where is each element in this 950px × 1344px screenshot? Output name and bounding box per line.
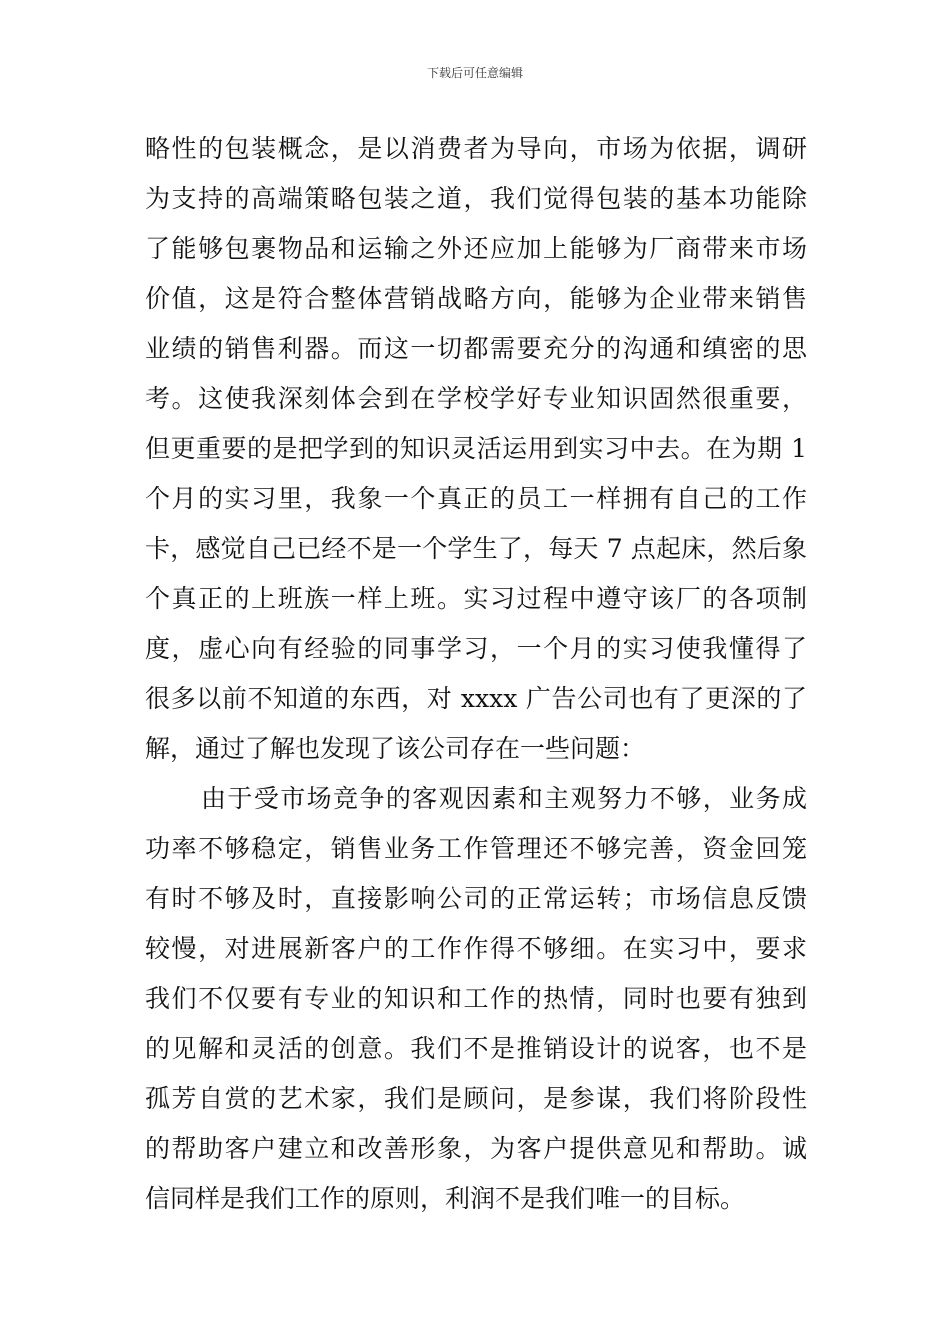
text-line: 我们不仅要有专业的知识和工作的热情，同时也要有独到 (145, 984, 807, 1013)
paragraph-2 (145, 774, 807, 1224)
document-body (145, 124, 807, 1224)
text-line: 功率不够稳定，销售业务工作管理还不够完善，资金回笼 (145, 834, 807, 863)
text-line: 度，虚心向有经验的同事学习，一个月的实习使我懂得了 (145, 634, 807, 663)
text-line: 的帮助客户建立和改善形象，为客户提供意见和帮助。诚 (145, 1134, 807, 1163)
text-line: 个月的实习里，我象一个真正的员工一样拥有自己的工作 (145, 484, 807, 513)
text-line: 考。这使我深刻体会到在学校学好专业知识固然很重要， (145, 384, 807, 413)
text-line: 孤芳自赏的艺术家，我们是顾问，是参谋，我们将阶段性 (145, 1084, 807, 1113)
text-line: 较慢，对进展新客户的工作作得不够细。在实习中，要求 (145, 934, 807, 963)
text-line: 解，通过了解也发现了该公司存在一些问题： (145, 734, 646, 763)
page-header: 下载后可任意编辑 (426, 66, 523, 80)
text-line: 的见解和灵活的创意。我们不是推销设计的说客，也不是 (145, 1034, 807, 1063)
text-line: 了能够包裹物品和运输之外还应加上能够为厂商带来市场 (145, 234, 807, 263)
text-line: 个真正的上班族一样上班。实习过程中遵守该厂的各项制 (145, 584, 807, 613)
text-line: 业绩的销售利器。而这一切都需要充分的沟通和缜密的思 (145, 334, 807, 363)
text-line: 略性的包装概念，是以消费者为导向，市场为依据，调研 (145, 134, 807, 163)
text-line: 为支持的高端策略包装之道，我们觉得包装的基本功能除 (145, 184, 807, 213)
text-line: 有时不够及时，直接影响公司的正常运转；市场信息反馈 (145, 884, 807, 913)
text-line: 很多以前不知道的东西，对 xxxx 广告公司也有了更深的了 (145, 684, 807, 713)
text-line: 由于受市场竞争的客观因素和主观努力不够，业务成 (201, 784, 807, 813)
text-line: 信同样是我们工作的原则，利润不是我们唯一的目标。 (145, 1184, 746, 1213)
text-line: 但更重要的是把学到的知识灵活运用到实习中去。在为期 1 (145, 434, 807, 463)
text-line: 价值，这是符合整体营销战略方向，能够为企业带来销售 (145, 284, 807, 313)
text-line: 卡，感觉自己已经不是一个学生了，每天 7 点起床，然后象 (145, 534, 807, 563)
paragraph-1 (145, 124, 807, 774)
